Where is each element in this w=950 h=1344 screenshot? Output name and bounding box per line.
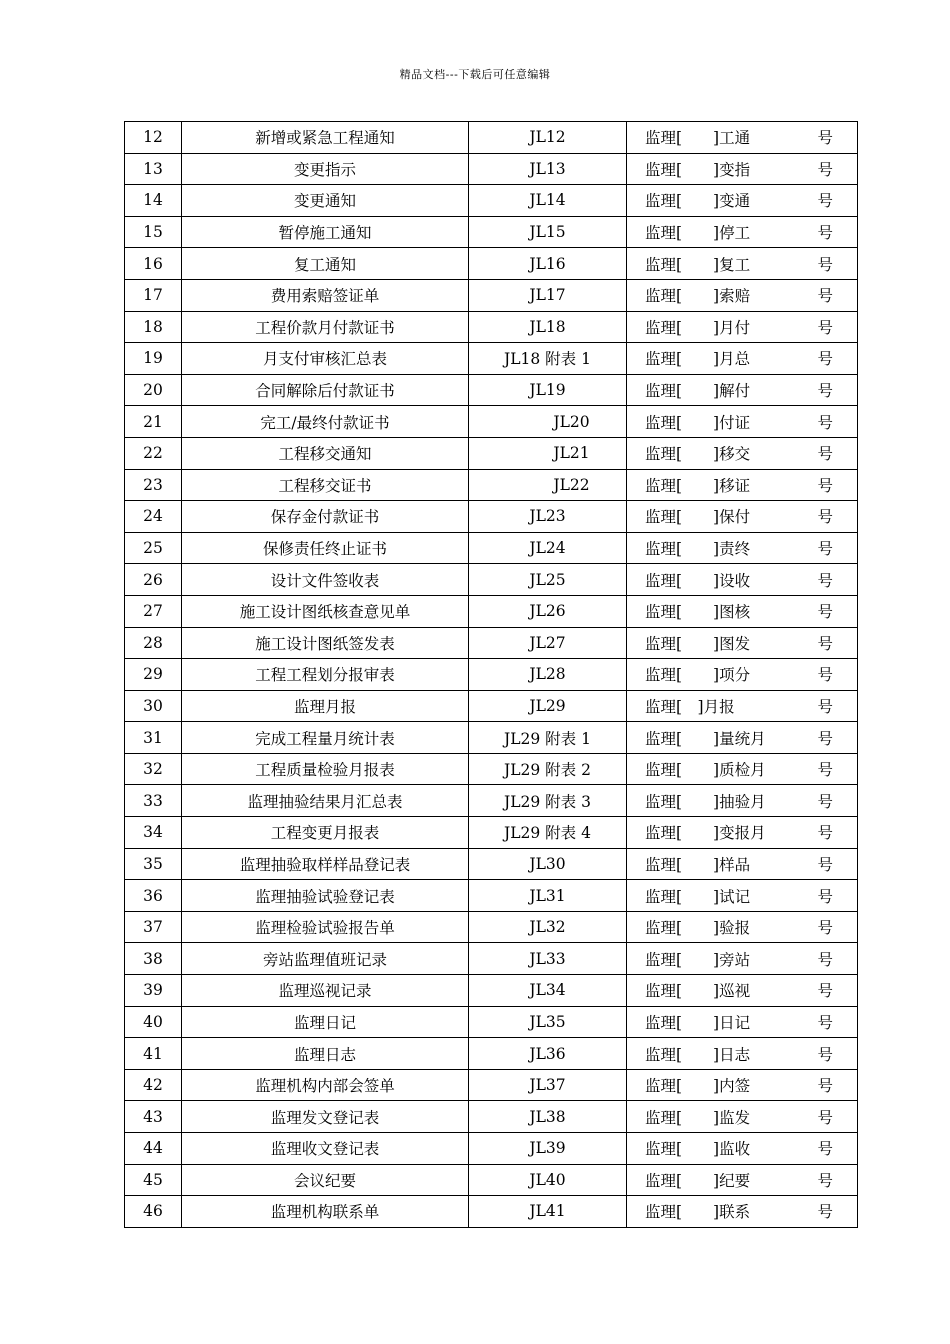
form-name: 保修责任终止证书	[182, 532, 469, 564]
reference-number-cell	[627, 975, 858, 1007]
reference-number-cell	[627, 880, 858, 912]
form-code: JL37	[469, 1069, 627, 1101]
row-number: 26	[125, 564, 182, 596]
form-code: JL34	[469, 975, 627, 1007]
table-row	[125, 343, 858, 375]
form-code: JL13	[469, 153, 627, 185]
form-name: 变更通知	[182, 185, 469, 217]
reference-number-cell	[627, 374, 858, 406]
form-code: JL31	[469, 880, 627, 912]
form-code: JL40	[469, 1164, 627, 1196]
row-number: 39	[125, 975, 182, 1007]
form-name: 复工通知	[182, 248, 469, 280]
reference-prefix: 监理[ ]验报	[645, 919, 751, 938]
reference-prefix: 监理[ ]试记	[645, 887, 751, 906]
reference-suffix: 号	[817, 540, 833, 559]
form-name: 施工设计图纸核查意见单	[182, 595, 469, 627]
reference-number-cell	[627, 1196, 858, 1228]
reference-prefix: 监理[ ]巡视	[645, 982, 751, 1001]
reference-suffix: 号	[817, 855, 833, 874]
table-row	[125, 1101, 858, 1133]
reference-suffix: 号	[817, 476, 833, 495]
form-name: 监理巡视记录	[182, 975, 469, 1007]
table-row	[125, 532, 858, 564]
row-number: 34	[125, 817, 182, 849]
form-code: JL32	[469, 911, 627, 943]
form-name: 旁站监理值班记录	[182, 943, 469, 975]
form-code: JL39	[469, 1133, 627, 1165]
row-number: 45	[125, 1164, 182, 1196]
reference-number-cell	[627, 1069, 858, 1101]
form-code: JL19	[469, 374, 627, 406]
form-code: JL33	[469, 943, 627, 975]
reference-number-cell	[627, 1038, 858, 1070]
table-row	[125, 690, 858, 722]
form-code: JL26	[469, 595, 627, 627]
row-number: 15	[125, 216, 182, 248]
reference-prefix: 监理[ ]监发	[645, 1108, 751, 1127]
form-code: JL16	[469, 248, 627, 280]
row-number: 46	[125, 1196, 182, 1228]
reference-prefix: 监理[ ]保付	[645, 508, 751, 527]
reference-number-cell	[627, 848, 858, 880]
row-number: 40	[125, 1006, 182, 1038]
form-code: JL18 附表 1	[469, 343, 627, 375]
reference-suffix: 号	[817, 982, 833, 1001]
reference-number-cell	[627, 911, 858, 943]
form-code: JL25	[469, 564, 627, 596]
reference-suffix: 号	[817, 255, 833, 274]
form-code: JL29 附表 2	[469, 753, 627, 785]
reference-prefix: 监理[ ]抽验月	[645, 792, 766, 811]
row-number: 36	[125, 880, 182, 912]
table-row	[125, 564, 858, 596]
table-row	[125, 1196, 858, 1228]
reference-suffix: 号	[817, 697, 833, 716]
row-number: 14	[125, 185, 182, 217]
form-code: JL21	[469, 437, 627, 469]
table-row	[125, 185, 858, 217]
form-code: JL29	[469, 690, 627, 722]
reference-suffix: 号	[817, 224, 833, 243]
reference-prefix: 监理[ ]样品	[645, 855, 751, 874]
form-name: 监理机构联系单	[182, 1196, 469, 1228]
row-number: 31	[125, 722, 182, 754]
table-row	[125, 1038, 858, 1070]
table-row	[125, 279, 858, 311]
form-code: JL29 附表 1	[469, 722, 627, 754]
form-code: JL14	[469, 185, 627, 217]
table-row	[125, 1006, 858, 1038]
table-row	[125, 722, 858, 754]
reference-number-cell	[627, 469, 858, 501]
table-row	[125, 785, 858, 817]
table-row	[125, 817, 858, 849]
row-number: 43	[125, 1101, 182, 1133]
row-number: 16	[125, 248, 182, 280]
reference-number-cell	[627, 1164, 858, 1196]
reference-prefix: 监理[ ]移交	[645, 445, 751, 464]
reference-suffix: 号	[817, 1108, 833, 1127]
reference-prefix: 监理[ ]监收	[645, 1140, 751, 1159]
reference-suffix: 号	[817, 950, 833, 969]
reference-prefix: 监理[ ]月报	[645, 697, 735, 716]
reference-number-cell	[627, 785, 858, 817]
table-row	[125, 627, 858, 659]
form-name: 暂停施工通知	[182, 216, 469, 248]
reference-prefix: 监理[ ]纪要	[645, 1171, 751, 1190]
table-row	[125, 659, 858, 691]
reference-prefix: 监理[ ]停工	[645, 224, 751, 243]
reference-prefix: 监理[ ]月总	[645, 350, 751, 369]
reference-prefix: 监理[ ]移证	[645, 476, 751, 495]
row-number: 29	[125, 659, 182, 691]
reference-number-cell	[627, 185, 858, 217]
table-row	[125, 753, 858, 785]
reference-number-cell	[627, 216, 858, 248]
row-number: 13	[125, 153, 182, 185]
form-code: JL20	[469, 406, 627, 438]
form-code: JL15	[469, 216, 627, 248]
form-name: 设计文件签收表	[182, 564, 469, 596]
form-name: 完工/最终付款证书	[182, 406, 469, 438]
table-body	[125, 122, 858, 1228]
reference-number-cell	[627, 659, 858, 691]
reference-prefix: 监理[ ]索赔	[645, 287, 751, 306]
form-name: 会议纪要	[182, 1164, 469, 1196]
reference-number-cell	[627, 279, 858, 311]
row-number: 41	[125, 1038, 182, 1070]
form-code: JL18	[469, 311, 627, 343]
reference-suffix: 号	[817, 603, 833, 622]
form-name: 月支付审核汇总表	[182, 343, 469, 375]
table-row	[125, 943, 858, 975]
table-row	[125, 437, 858, 469]
table-row	[125, 216, 858, 248]
reference-suffix: 号	[817, 792, 833, 811]
row-number: 44	[125, 1133, 182, 1165]
reference-prefix: 监理[ ]解付	[645, 382, 751, 401]
row-number: 35	[125, 848, 182, 880]
form-name: 监理发文登记表	[182, 1101, 469, 1133]
row-number: 18	[125, 311, 182, 343]
reference-number-cell	[627, 501, 858, 533]
form-name: 新增或紧急工程通知	[182, 122, 469, 154]
reference-suffix: 号	[817, 445, 833, 464]
table-row	[125, 911, 858, 943]
reference-prefix: 监理[ ]付证	[645, 413, 751, 432]
reference-prefix: 监理[ ]日志	[645, 1045, 751, 1064]
form-name: 工程变更月报表	[182, 817, 469, 849]
row-number: 28	[125, 627, 182, 659]
reference-prefix: 监理[ ]变指	[645, 160, 751, 179]
reference-suffix: 号	[817, 666, 833, 685]
reference-suffix: 号	[817, 382, 833, 401]
row-number: 27	[125, 595, 182, 627]
table-row	[125, 469, 858, 501]
reference-number-cell	[627, 564, 858, 596]
form-code: JL23	[469, 501, 627, 533]
table-row	[125, 122, 858, 154]
reference-number-cell	[627, 343, 858, 375]
form-code: JL35	[469, 1006, 627, 1038]
reference-suffix: 号	[817, 887, 833, 906]
table-row	[125, 153, 858, 185]
reference-prefix: 监理[ ]旁站	[645, 950, 751, 969]
form-code: JL22	[469, 469, 627, 501]
form-name: 工程质量检验月报表	[182, 753, 469, 785]
row-number: 37	[125, 911, 182, 943]
reference-prefix: 监理[ ]联系	[645, 1203, 751, 1222]
reference-prefix: 监理[ ]图核	[645, 603, 751, 622]
reference-suffix: 号	[817, 1013, 833, 1032]
table-row	[125, 248, 858, 280]
table-row	[125, 406, 858, 438]
form-name: 监理机构内部会签单	[182, 1069, 469, 1101]
form-name: 监理日志	[182, 1038, 469, 1070]
form-name: 费用索赔签证单	[182, 279, 469, 311]
form-name: 保存金付款证书	[182, 501, 469, 533]
form-name: 工程工程划分报审表	[182, 659, 469, 691]
reference-suffix: 号	[817, 824, 833, 843]
table-row	[125, 880, 858, 912]
form-code: JL29 附表 4	[469, 817, 627, 849]
table-row	[125, 595, 858, 627]
reference-prefix: 监理[ ]量统月	[645, 729, 766, 748]
reference-suffix: 号	[817, 1203, 833, 1222]
reference-prefix: 监理[ ]变报月	[645, 824, 766, 843]
reference-suffix: 号	[817, 1171, 833, 1190]
reference-suffix: 号	[817, 287, 833, 306]
reference-number-cell	[627, 532, 858, 564]
row-number: 38	[125, 943, 182, 975]
table-row	[125, 501, 858, 533]
form-code: JL38	[469, 1101, 627, 1133]
form-name: 工程移交通知	[182, 437, 469, 469]
form-name: 合同解除后付款证书	[182, 374, 469, 406]
reference-suffix: 号	[817, 318, 833, 337]
form-name: 监理月报	[182, 690, 469, 722]
form-name: 施工设计图纸签发表	[182, 627, 469, 659]
reference-prefix: 监理[ ]图发	[645, 634, 751, 653]
form-name: 完成工程量月统计表	[182, 722, 469, 754]
form-name: 工程价款月付款证书	[182, 311, 469, 343]
row-number: 22	[125, 437, 182, 469]
form-name: 变更指示	[182, 153, 469, 185]
form-name: 监理抽验试验登记表	[182, 880, 469, 912]
reference-suffix: 号	[817, 350, 833, 369]
reference-suffix: 号	[817, 192, 833, 211]
form-code: JL17	[469, 279, 627, 311]
reference-suffix: 号	[817, 761, 833, 780]
reference-number-cell	[627, 943, 858, 975]
reference-prefix: 监理[ ]设收	[645, 571, 751, 590]
reference-prefix: 监理[ ]内签	[645, 1077, 751, 1096]
page-header: 精品文档---下载后可任意编辑	[399, 68, 551, 81]
reference-number-cell	[627, 627, 858, 659]
reference-number-cell	[627, 437, 858, 469]
form-code: JL27	[469, 627, 627, 659]
form-code: JL29 附表 3	[469, 785, 627, 817]
table-row	[125, 1133, 858, 1165]
reference-number-cell	[627, 1101, 858, 1133]
reference-prefix: 监理[ ]质检月	[645, 761, 766, 780]
form-code: JL30	[469, 848, 627, 880]
reference-suffix: 号	[817, 1045, 833, 1064]
row-number: 25	[125, 532, 182, 564]
table-row	[125, 374, 858, 406]
reference-number-cell	[627, 122, 858, 154]
reference-suffix: 号	[817, 160, 833, 179]
reference-number-cell	[627, 311, 858, 343]
reference-number-cell	[627, 248, 858, 280]
reference-prefix: 监理[ ]责终	[645, 540, 751, 559]
row-number: 21	[125, 406, 182, 438]
reference-suffix: 号	[817, 508, 833, 527]
form-name: 监理日记	[182, 1006, 469, 1038]
reference-suffix: 号	[817, 729, 833, 748]
row-number: 19	[125, 343, 182, 375]
row-number: 17	[125, 279, 182, 311]
reference-suffix: 号	[817, 571, 833, 590]
row-number: 23	[125, 469, 182, 501]
row-number: 33	[125, 785, 182, 817]
reference-suffix: 号	[817, 1140, 833, 1159]
form-code: JL36	[469, 1038, 627, 1070]
row-number: 20	[125, 374, 182, 406]
reference-number-cell	[627, 595, 858, 627]
form-name: 监理检验试验报告单	[182, 911, 469, 943]
reference-prefix: 监理[ ]复工	[645, 255, 751, 274]
reference-number-cell	[627, 722, 858, 754]
table-row	[125, 311, 858, 343]
reference-prefix: 监理[ ]月付	[645, 318, 751, 337]
table-row	[125, 1069, 858, 1101]
table-row	[125, 848, 858, 880]
table-row	[125, 1164, 858, 1196]
reference-prefix: 监理[ ]项分	[645, 666, 751, 685]
reference-suffix: 号	[817, 1077, 833, 1096]
row-number: 30	[125, 690, 182, 722]
row-number: 32	[125, 753, 182, 785]
form-name: 工程移交证书	[182, 469, 469, 501]
reference-number-cell	[627, 153, 858, 185]
form-code: JL12	[469, 122, 627, 154]
reference-prefix: 监理[ ]变通	[645, 192, 751, 211]
reference-suffix: 号	[817, 634, 833, 653]
form-code: JL41	[469, 1196, 627, 1228]
form-code: JL24	[469, 532, 627, 564]
reference-prefix: 监理[ ]工通	[645, 129, 751, 148]
row-number: 24	[125, 501, 182, 533]
row-number: 42	[125, 1069, 182, 1101]
reference-number-cell	[627, 690, 858, 722]
reference-number-cell	[627, 406, 858, 438]
reference-number-cell	[627, 817, 858, 849]
reference-suffix: 号	[817, 919, 833, 938]
form-name: 监理抽验取样样品登记表	[182, 848, 469, 880]
reference-suffix: 号	[817, 413, 833, 432]
table-row	[125, 975, 858, 1007]
reference-suffix: 号	[817, 129, 833, 148]
row-number: 12	[125, 122, 182, 154]
form-name: 监理抽验结果月汇总表	[182, 785, 469, 817]
reference-number-cell	[627, 753, 858, 785]
reference-number-cell	[627, 1006, 858, 1038]
reference-prefix: 监理[ ]日记	[645, 1013, 751, 1032]
form-index-table	[124, 121, 858, 1228]
reference-number-cell	[627, 1133, 858, 1165]
form-name: 监理收文登记表	[182, 1133, 469, 1165]
form-code: JL28	[469, 659, 627, 691]
